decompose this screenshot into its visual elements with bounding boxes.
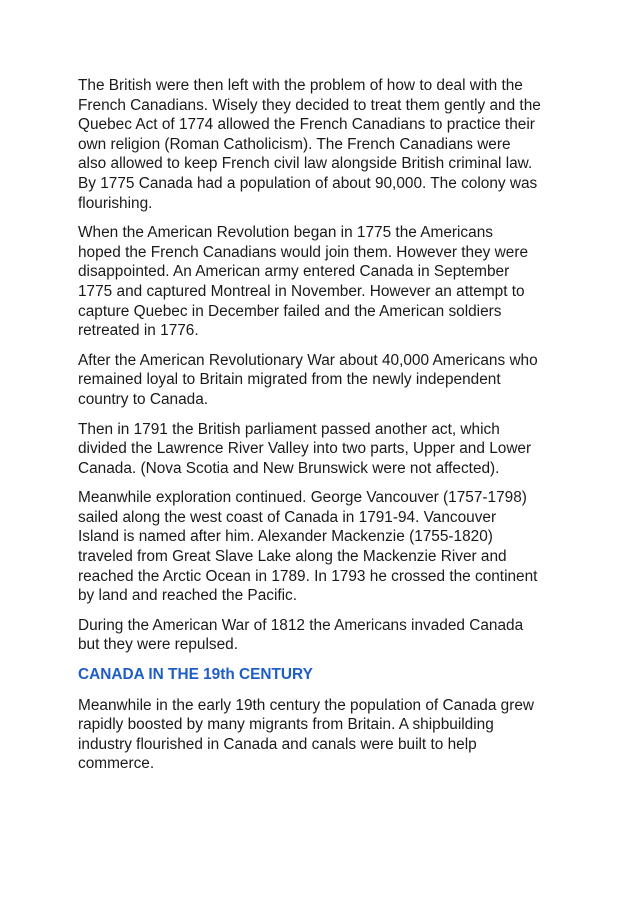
paragraph (78, 488, 566, 606)
paragraph (78, 616, 566, 655)
text-line: hoped the French Canadians would join them. However they were (78, 243, 529, 261)
text-line: Quebec Act of 1774 allowed the French Canadians to practice their (78, 116, 535, 134)
text-line: commerce. (78, 755, 155, 773)
text-line: but they were repulsed. (78, 636, 238, 654)
text-line: During the American War of 1812 the Americans invaded Canada (78, 616, 524, 634)
text-line: Meanwhile in the early 19th century the population of Canada grew (78, 696, 535, 714)
text-line: The British were then left with the problem of how to deal with the (78, 77, 523, 94)
text-line: capture Quebec in December failed and the American soldiers (78, 302, 502, 320)
text-line: flourishing. (78, 194, 153, 212)
text-line: sailed along the west coast of Canada in 1791-94. Vancouver (78, 508, 497, 526)
text-line: Then in 1791 the British parliament passed another act, which (78, 420, 500, 438)
text-line: divided the Lawrence River Valley into two parts, Upper and Lower (78, 440, 532, 458)
text-line: Meanwhile exploration continued. George Vancouver (1757-1798) (78, 489, 527, 507)
paragraph (78, 696, 566, 774)
text-line: remained loyal to Britain migrated from the newly independent (78, 371, 501, 389)
text-line: 1775 and captured Montreal in November. However an attempt to (78, 282, 525, 300)
text-line: own religion (Roman Catholicism). The French Canadians were (78, 135, 511, 153)
paragraph (78, 76, 566, 213)
text-line: reached the Arctic Ocean in 1789. In 1793 he crossed the continent (78, 567, 538, 585)
text-line: industry flourished in Canada and canals were built to help (78, 735, 477, 753)
paragraph (78, 420, 566, 479)
body-text-before-heading (78, 76, 566, 655)
text-line: country to Canada. (78, 390, 209, 408)
section-heading: CANADA IN THE 19th CENTURY (78, 666, 313, 684)
text-line: Island is named after him. Alexander Mackenzie (1755-1820) (78, 528, 493, 546)
text-line: by land and reached the Pacific. (78, 587, 298, 605)
text-line: rapidly boosted by many migrants from Britain. A shipbuilding (78, 716, 494, 734)
paragraph (78, 351, 566, 410)
text-line: French Canadians. Wisely they decided to treat them gently and the (78, 96, 541, 114)
text-line: When the American Revolution began in 1775 the Americans (78, 224, 493, 242)
body-text-after-heading (78, 696, 566, 774)
text-line: Canada. (Nova Scotia and New Brunswick were not affected). (78, 459, 500, 477)
text-line: retreated in 1776. (78, 322, 199, 340)
document-page (78, 76, 566, 784)
text-line: After the American Revolutionary War about 40,000 Americans who (78, 351, 538, 369)
text-line: traveled from Great Slave Lake along the Mackenzie River and (78, 548, 507, 566)
text-line: also allowed to keep French civil law alongside British criminal law. (78, 155, 533, 173)
text-line: disappointed. An American army entered Canada in September (78, 263, 510, 281)
paragraph (78, 223, 566, 341)
text-line: By 1775 Canada had a population of about 90,000. The colony was (78, 174, 538, 192)
